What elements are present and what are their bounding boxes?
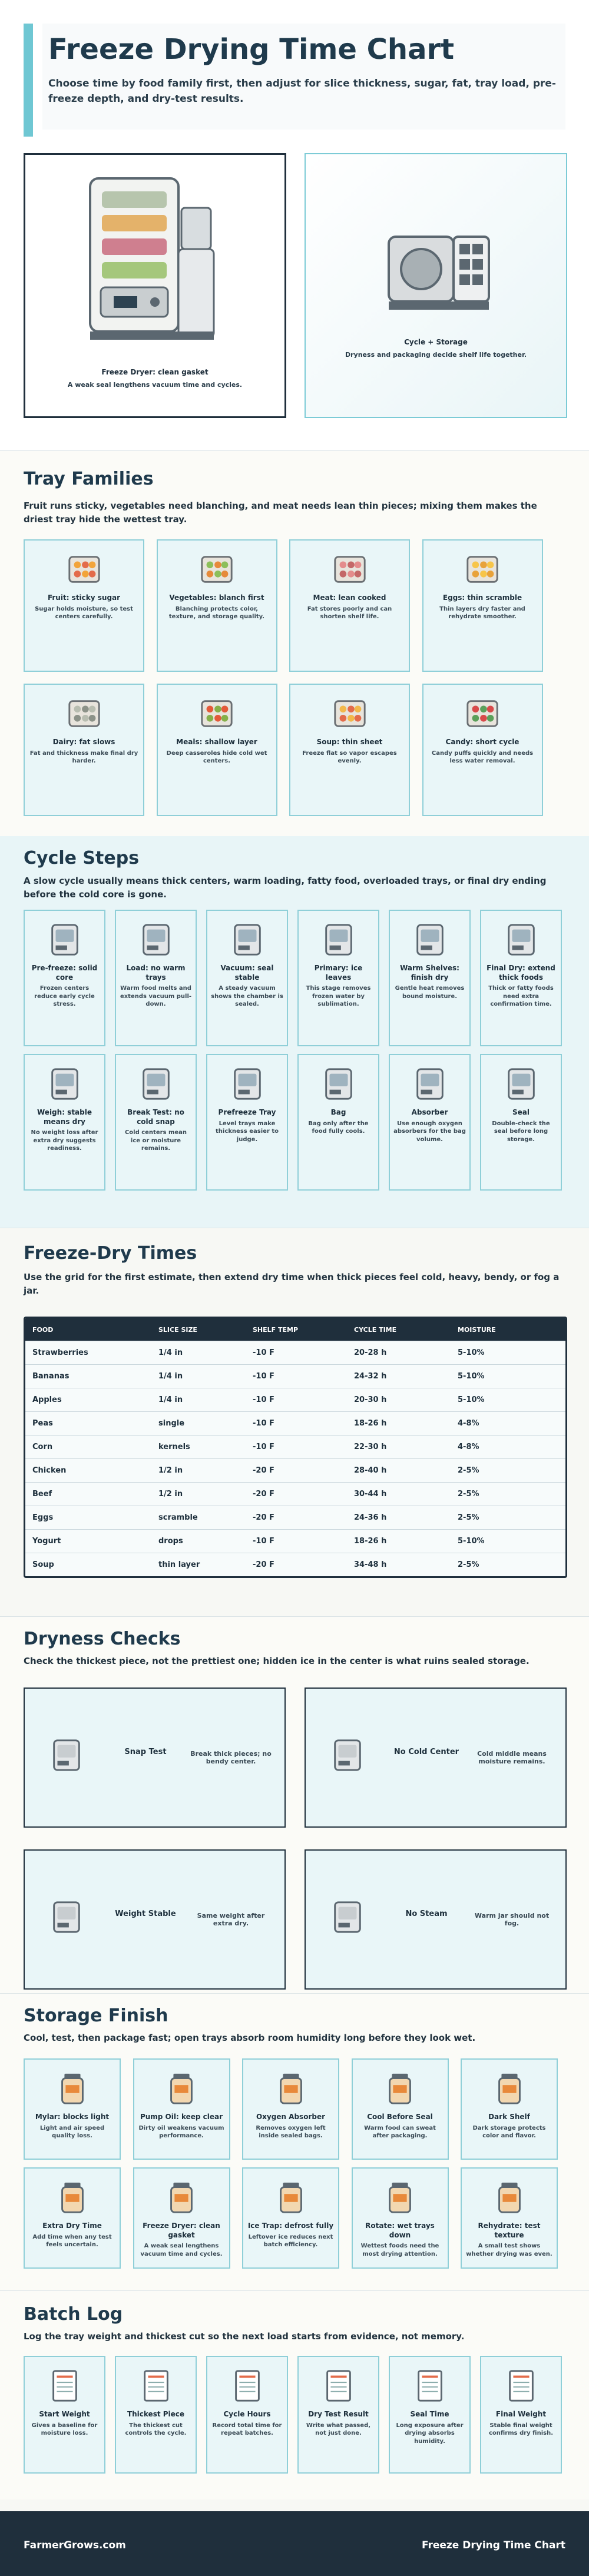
- check-card: [305, 1849, 567, 1990]
- page-subtitle: Choose time by food family first, then adjust for slice thickness, sugar, fat, tray load, pre-freeze depth, and dry-test results.: [48, 77, 556, 105]
- hero-section: [0, 0, 589, 141]
- table-cell: 2-5%: [458, 1560, 479, 1569]
- tile-title: Final Weight: [495, 2410, 547, 2418]
- section-lead: Cool, test, then package fast; open trays absorb room humidity long before they look wet.: [24, 2033, 476, 2043]
- table-cell: 1/2 in: [158, 1490, 183, 1498]
- table-cell: -10 F: [253, 1537, 274, 1546]
- tile-title: Absorber: [411, 1108, 448, 1116]
- tile-description: Record total time for repeat batches.: [212, 2422, 282, 2437]
- machine-icon: [48, 1737, 85, 1773]
- tile-description: Dirty oil weakens vacuum performance.: [138, 2124, 224, 2140]
- freeze-dry-times-section: [0, 1228, 589, 1616]
- tile-title: Ice Trap: defrost fully: [247, 2222, 334, 2230]
- table-row: [25, 1411, 565, 1435]
- batch-tile: [206, 2356, 288, 2474]
- table-cell: 5-10%: [458, 1537, 485, 1546]
- header-shelf: SHELF TEMP: [253, 1325, 299, 1334]
- batch-tile: [24, 2356, 105, 2474]
- table-cell: single: [158, 1419, 185, 1428]
- check-icon-wrap: [48, 1731, 95, 1784]
- tray-families-section: [0, 450, 589, 836]
- batch-tile: [115, 2356, 197, 2474]
- section-title: Tray Families: [24, 469, 154, 489]
- storage-tile: [352, 2167, 449, 2269]
- accent-bar: [24, 24, 33, 137]
- tile-description: Frozen centers reduce early cycle stress.: [34, 985, 95, 1008]
- storage-tile: [461, 2167, 558, 2269]
- check-card: [305, 1688, 567, 1828]
- tray-icon: [464, 551, 501, 588]
- tile-description: Thin layers dry faster and rehydrate smoother.: [439, 605, 525, 621]
- machine-icon: [229, 1066, 266, 1102]
- table-cell: 2-5%: [458, 1490, 479, 1498]
- tile-description: A small test shows whether drying was even.: [466, 2243, 552, 2257]
- machine-icon: [503, 1066, 540, 1102]
- jar-icon: [491, 2070, 528, 2107]
- section-title: Storage Finish: [24, 2005, 168, 2026]
- section-title: Batch Log: [24, 2304, 123, 2325]
- tile-title: Warm Shelves: finish dry: [400, 964, 459, 982]
- right-caption: Cycle + Storage: [404, 338, 468, 346]
- tile-description: Fat and thickness make final dry harder.: [29, 750, 138, 765]
- dryness-checks-section: [0, 1616, 589, 1993]
- step-tile: [206, 1054, 288, 1191]
- tile-title: Eggs: thin scramble: [442, 594, 522, 602]
- tile-description: Light and air speed quality loss.: [39, 2124, 105, 2140]
- table-cell: -20 F: [253, 1490, 274, 1498]
- table-cell: Chicken: [32, 1466, 67, 1475]
- tile-description: Removes oxygen left inside sealed bags.: [256, 2124, 326, 2140]
- table-cell: 2-5%: [458, 1466, 479, 1475]
- table-cell: -10 F: [253, 1443, 274, 1451]
- section-lead: Use the grid for the first estimate, then extend dry time when thick pieces feel cold, heavy, bendy, or fog a jar.: [24, 1272, 560, 1297]
- tile-title: Vegetables: blanch first: [169, 594, 264, 602]
- table-cell: 5-10%: [458, 1395, 485, 1404]
- doc-icon: [412, 2368, 448, 2404]
- tile-title: Cool Before Seal: [367, 2113, 433, 2121]
- machine-icon: [329, 1737, 366, 1773]
- tile-description: Cold centers mean ice or moisture remains.: [124, 1129, 187, 1152]
- table-cell: 20-30 h: [354, 1395, 387, 1404]
- tile-description: No weight loss after extra dry suggests readiness.: [31, 1129, 98, 1152]
- page-title: Freeze Drying Time Chart: [48, 33, 455, 66]
- header-slice: SLICE SIZE: [158, 1325, 197, 1334]
- storage-tile: [133, 2058, 230, 2160]
- tile-title: Dark Shelf: [488, 2113, 530, 2121]
- jar-icon: [273, 2179, 309, 2216]
- tile-title: Freeze Dryer: clean gasket: [143, 2222, 220, 2239]
- step-tile: [297, 910, 379, 1046]
- table-cell: 18-26 h: [354, 1537, 387, 1546]
- family-tile: [422, 539, 543, 672]
- machine-icon: [503, 921, 540, 958]
- tile-title: Seal Time: [410, 2410, 449, 2418]
- table-cell: 34-48 h: [354, 1560, 387, 1569]
- jar-icon: [163, 2070, 200, 2107]
- check-icon-wrap: [48, 1893, 95, 1946]
- table-cell: kernels: [158, 1443, 190, 1451]
- step-tile: [480, 1054, 562, 1191]
- tile-description: Add time when any test feels uncertain.: [32, 2233, 112, 2249]
- table-cell: 24-36 h: [354, 1513, 387, 1522]
- machine-icon: [138, 921, 174, 958]
- doc-icon: [229, 2368, 266, 2404]
- tile-description: Bag only after the food fully cools.: [308, 1120, 369, 1135]
- family-tile: [157, 684, 277, 816]
- table-cell: -10 F: [253, 1372, 274, 1381]
- left-subcaption: A weak seal lengthens vacuum time and cycles.: [67, 381, 243, 389]
- check-icon-wrap: [329, 1893, 376, 1946]
- tile-description: Leftover ice reduces next batch efficiency.: [248, 2233, 333, 2249]
- table-cell: -20 F: [253, 1466, 274, 1475]
- tile-title: Extra Dry Time: [42, 2222, 102, 2230]
- table-cell: 30-44 h: [354, 1490, 387, 1498]
- table-row: [25, 1458, 565, 1482]
- tile-title: Meat: lean cooked: [313, 594, 386, 602]
- hero-media: [0, 141, 589, 450]
- jar-icon: [491, 2179, 528, 2216]
- table-row: [25, 1435, 565, 1458]
- tile-title: Load: no warm trays: [126, 964, 186, 982]
- doc-icon: [47, 2368, 83, 2404]
- tile-description: Warm food melts and extends vacuum pull-down.: [120, 985, 192, 1008]
- freeze-dryer-illustration: [67, 167, 243, 361]
- check-card: [24, 1688, 286, 1828]
- tile-description: Gentle heat removes bound moisture.: [395, 985, 465, 1000]
- table-cell: Bananas: [32, 1372, 70, 1381]
- storage-tile: [352, 2058, 449, 2160]
- tile-description: Dark storage protects color and flavor.: [472, 2124, 546, 2140]
- step-tile: [297, 1054, 379, 1191]
- machine-icon: [138, 1066, 174, 1102]
- table-cell: Strawberries: [32, 1348, 88, 1357]
- family-tile: [157, 539, 277, 672]
- batch-log-section: [0, 2290, 589, 2499]
- table-row: [25, 1553, 565, 1576]
- family-tile: [422, 684, 543, 816]
- check-title: Weight Stable: [115, 1909, 176, 1918]
- doc-icon: [138, 2368, 174, 2404]
- tile-title: Candy: short cycle: [445, 738, 519, 746]
- table-cell: 4-8%: [458, 1443, 479, 1451]
- table-cell: thin layer: [158, 1560, 200, 1569]
- batch-tile: [389, 2356, 471, 2474]
- table-cell: Corn: [32, 1443, 53, 1451]
- jar-icon: [54, 2179, 91, 2216]
- tile-description: Use enough oxygen absorbers for the bag volume.: [393, 1120, 466, 1143]
- tile-title: Pre-freeze: solid core: [31, 964, 98, 982]
- tile-title: Vacuum: seal stable: [220, 964, 274, 982]
- step-tile: [115, 1054, 197, 1191]
- tile-title: Seal: [512, 1108, 530, 1116]
- right-subcaption: Dryness and packaging decide shelf life together.: [345, 351, 527, 359]
- table-cell: 20-28 h: [354, 1348, 387, 1357]
- storage-tile: [242, 2167, 339, 2269]
- freeze-dryer-image-card: [24, 153, 286, 418]
- tile-description: Blanching protects color, texture, and storage quality.: [168, 605, 265, 621]
- table-cell: 22-30 h: [354, 1443, 387, 1451]
- tray-icon: [198, 695, 235, 732]
- table-cell: 28-40 h: [354, 1466, 387, 1475]
- tile-description: A weak seal lengthens vacuum time and cycles.: [140, 2243, 223, 2257]
- step-tile: [480, 910, 562, 1046]
- tile-title: Dairy: fat slows: [52, 738, 115, 746]
- tile-title: Break Test: no cold snap: [127, 1108, 184, 1126]
- table-cell: -10 F: [253, 1419, 274, 1428]
- check-card: [24, 1849, 286, 1990]
- tile-title: Rehydrate: test texture: [478, 2222, 541, 2239]
- family-tile: [289, 539, 410, 672]
- storage-tile: [242, 2058, 339, 2160]
- check-description: Same weight after extra dry.: [197, 1912, 265, 1927]
- table-cell: 5-10%: [458, 1372, 485, 1381]
- table-row: [25, 1529, 565, 1553]
- tray-icon: [332, 695, 368, 732]
- tray-icon: [464, 695, 501, 732]
- table-cell: 1/4 in: [158, 1372, 183, 1381]
- table-row: [25, 1482, 565, 1506]
- table-cell: Beef: [32, 1490, 52, 1498]
- section-title: Freeze-Dry Times: [24, 1243, 197, 1264]
- check-title: No Steam: [405, 1909, 448, 1918]
- table-cell: 24-32 h: [354, 1372, 387, 1381]
- machine-icon: [320, 921, 357, 958]
- step-tile: [24, 1054, 105, 1191]
- tile-description: Gives a baseline for moisture loss.: [31, 2422, 98, 2437]
- tile-description: The thickest cut controls the cycle.: [125, 2422, 187, 2437]
- storage-tile: [461, 2058, 558, 2160]
- step-tile: [24, 910, 105, 1046]
- section-title: Dryness Checks: [24, 1629, 181, 1649]
- tray-icon: [332, 551, 368, 588]
- tile-title: Thickest Piece: [127, 2410, 185, 2418]
- table-cell: Yogurt: [32, 1537, 61, 1546]
- tile-description: Double-check the seal before long storage.: [492, 1120, 550, 1143]
- tile-title: Weigh: stable means dry: [37, 1108, 92, 1126]
- footer-site-link[interactable]: FarmerGrows.com: [24, 2539, 126, 2551]
- table-row: [25, 1388, 565, 1411]
- family-tile: [289, 684, 410, 816]
- check-description: Break thick pieces; no bendy center.: [190, 1750, 272, 1765]
- machine-icon: [329, 1899, 366, 1935]
- machine-icon: [320, 1066, 357, 1102]
- jar-icon: [163, 2179, 200, 2216]
- tile-description: Write what passed, not just done.: [306, 2422, 371, 2437]
- times-table: [24, 1317, 567, 1578]
- tile-description: Fat stores poorly and can shorten shelf life.: [307, 605, 392, 621]
- tile-title: Dry Test Result: [308, 2410, 369, 2418]
- table-cell: -10 F: [253, 1348, 274, 1357]
- table-cell: -20 F: [253, 1513, 274, 1522]
- storage-tile: [133, 2167, 230, 2269]
- tile-title: Final Dry: extend thick foods: [487, 964, 555, 982]
- check-description: Cold middle means moisture remains.: [477, 1750, 547, 1765]
- table-row: [25, 1364, 565, 1388]
- tile-title: Start Weight: [39, 2410, 90, 2418]
- tray-icon: [198, 551, 235, 588]
- doc-icon: [320, 2368, 357, 2404]
- cycle-steps-section: [0, 836, 589, 1228]
- cycle-storage-illustration: [365, 213, 507, 331]
- tile-title: Bag: [330, 1108, 346, 1116]
- hero-card: [42, 24, 565, 130]
- table-cell: 2-5%: [458, 1513, 479, 1522]
- section-lead: A slow cycle usually means thick centers, warm loading, fatty food, overloaded trays, or final dry ending before the cold core is gone.: [24, 876, 547, 900]
- tile-description: Sugar holds moisture, so test centers carefully.: [35, 605, 133, 621]
- tile-description: Freeze flat so vapor escapes evenly.: [302, 750, 397, 765]
- section-title: Cycle Steps: [24, 848, 140, 868]
- tile-title: Primary: ice leaves: [314, 964, 363, 982]
- table-row: [25, 1341, 565, 1364]
- tile-title: Oxygen Absorber: [256, 2113, 326, 2121]
- machine-icon: [48, 1899, 85, 1935]
- tile-description: Thick or fatty foods need extra confirmation time.: [488, 985, 554, 1008]
- machine-icon: [47, 921, 83, 958]
- left-caption: Freeze Dryer: clean gasket: [101, 368, 209, 376]
- tile-description: Deep casseroles hide cold wet centers.: [166, 750, 267, 765]
- batch-tile: [480, 2356, 562, 2474]
- table-cell: drops: [158, 1537, 183, 1546]
- header-moisture: MOISTURE: [458, 1325, 496, 1334]
- tile-title: Soup: thin sheet: [316, 738, 383, 746]
- storage-tile: [24, 2058, 121, 2160]
- table-cell: -20 F: [253, 1560, 274, 1569]
- table-cell: Peas: [32, 1419, 53, 1428]
- family-tile: [24, 539, 144, 672]
- check-title: Snap Test: [124, 1748, 167, 1756]
- batch-tile: [297, 2356, 379, 2474]
- check-title: No Cold Center: [393, 1748, 459, 1756]
- check-description: Warm jar should not fog.: [474, 1912, 550, 1927]
- table-cell: 1/4 in: [158, 1395, 183, 1404]
- footer-title: Freeze Drying Time Chart: [421, 2539, 565, 2551]
- machine-icon: [229, 921, 266, 958]
- jar-icon: [382, 2179, 418, 2216]
- tile-title: Cycle Hours: [223, 2410, 271, 2418]
- table-cell: 18-26 h: [354, 1419, 387, 1428]
- table-cell: 4-8%: [458, 1419, 479, 1428]
- tray-icon: [66, 695, 102, 732]
- step-tile: [115, 910, 197, 1046]
- tile-description: Long exposure after drying absorbs humidity.: [396, 2422, 464, 2445]
- tile-description: A steady vacuum shows the chamber is sealed.: [211, 985, 283, 1008]
- machine-icon: [47, 1066, 83, 1102]
- footer: [0, 2511, 589, 2576]
- tile-title: Pump Oil: keep clear: [140, 2113, 223, 2121]
- step-tile: [389, 910, 471, 1046]
- table-cell: Apples: [32, 1395, 62, 1404]
- tile-title: Prefreeze Tray: [218, 1108, 276, 1116]
- header-cycle: CYCLE TIME: [354, 1325, 397, 1334]
- tray-icon: [66, 551, 102, 588]
- table-header: [25, 1318, 565, 1341]
- storage-finish-section: [0, 1993, 589, 2290]
- tile-title: Meals: shallow layer: [176, 738, 257, 746]
- table-cell: Soup: [32, 1560, 54, 1569]
- tile-description: Level trays make thickness easier to judge.: [216, 1120, 279, 1143]
- storage-tile: [24, 2167, 121, 2269]
- jar-icon: [54, 2070, 91, 2107]
- step-tile: [206, 910, 288, 1046]
- section-lead: Check the thickest piece, not the prettiest one; hidden ice in the center is what ruins sealed storage.: [24, 1656, 530, 1666]
- jar-icon: [273, 2070, 309, 2107]
- step-tile: [389, 1054, 471, 1191]
- machine-icon: [412, 1066, 448, 1102]
- table-cell: 1/4 in: [158, 1348, 183, 1357]
- table-cell: Eggs: [32, 1513, 54, 1522]
- table-row: [25, 1506, 565, 1529]
- tile-description: Stable final weight confirms dry finish.: [488, 2422, 554, 2437]
- tile-description: This stage removes frozen water by sublimation.: [306, 985, 371, 1008]
- table-cell: 1/2 in: [158, 1466, 183, 1475]
- doc-icon: [503, 2368, 540, 2404]
- machine-icon: [412, 921, 448, 958]
- check-icon-wrap: [329, 1731, 376, 1784]
- tile-description: Wettest foods need the most drying attention.: [360, 2243, 439, 2257]
- table-cell: 5-10%: [458, 1348, 485, 1357]
- header-food: FOOD: [32, 1325, 54, 1334]
- tile-title: Mylar: blocks light: [35, 2113, 110, 2121]
- jar-icon: [382, 2070, 418, 2107]
- tile-title: Rotate: wet trays down: [365, 2222, 435, 2239]
- family-tile: [24, 684, 144, 816]
- table-cell: scramble: [158, 1513, 198, 1522]
- section-lead: Log the tray weight and thickest cut so the next load starts from evidence, not memory.: [24, 2331, 465, 2342]
- tile-description: Candy puffs quickly and needs less water removal.: [431, 750, 534, 765]
- cycle-storage-image-card: [305, 153, 567, 418]
- table-cell: -10 F: [253, 1395, 274, 1404]
- tile-title: Fruit: sticky sugar: [47, 594, 121, 602]
- section-lead: Fruit runs sticky, vegetables need blanching, and meat needs lean thin pieces; mixing them makes the driest tray hide the wettest tray.: [24, 500, 537, 525]
- tile-description: Warm food can sweat after packaging.: [364, 2124, 436, 2140]
